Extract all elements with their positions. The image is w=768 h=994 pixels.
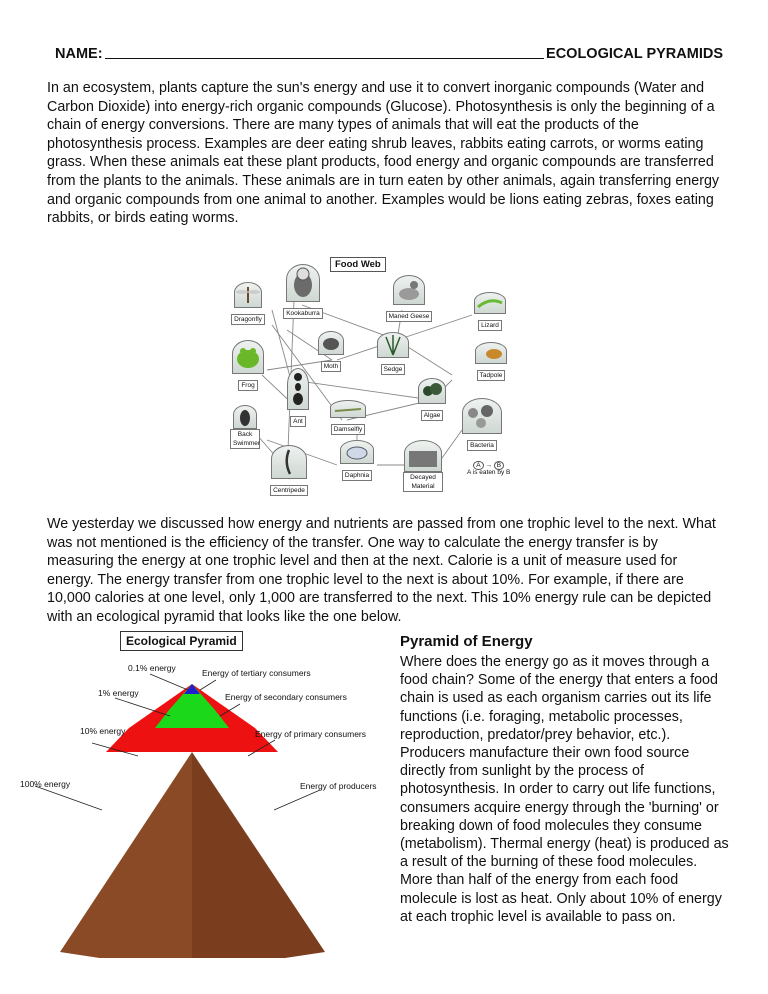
food-web-title: Food Web <box>330 257 386 272</box>
centipede-icon <box>272 446 306 478</box>
organism-label: Back Swimmer <box>230 429 260 449</box>
organism-label: Decayed Material <box>403 472 443 492</box>
ant-icon <box>288 369 308 409</box>
organism-ant <box>285 368 311 428</box>
organism-label: Sedge <box>381 364 406 375</box>
back-swimmer-icon <box>234 406 256 428</box>
goose-icon <box>394 276 424 304</box>
pyramid-producers-left <box>60 752 192 958</box>
organism-decayed-material <box>403 440 443 493</box>
organism-algae <box>417 378 447 422</box>
organism-label: Dragonfly <box>231 314 265 325</box>
moth-icon <box>319 332 343 354</box>
header <box>55 44 723 62</box>
sedge-icon <box>378 333 408 357</box>
label-primary-consumers: Energy of primary consumers <box>255 729 367 739</box>
food-web-legend <box>467 462 510 476</box>
label-0-1-percent: 0.1% energy <box>128 663 176 673</box>
organism-label: Maned Geese <box>386 311 433 322</box>
algae-icon <box>419 379 445 403</box>
name-label: NAME: <box>55 46 103 62</box>
organism-label: Tadpole <box>477 370 506 381</box>
organism-dragonfly <box>230 282 266 326</box>
legend-text: A is eaten by B <box>467 469 511 476</box>
organism-label: Kookaburra <box>283 308 323 319</box>
lizard-icon <box>475 293 505 313</box>
label-10-percent: 10% energy <box>80 726 126 736</box>
organism-moth <box>315 331 347 373</box>
legend-b: B <box>494 461 504 470</box>
organism-frog <box>230 340 266 392</box>
pyramid-title: Ecological Pyramid <box>120 631 243 651</box>
dragonfly-icon <box>235 283 261 307</box>
ecological-pyramid <box>20 628 390 958</box>
organism-back-swimmer <box>230 405 260 450</box>
food-web-diagram <box>227 250 532 494</box>
legend-a: A <box>473 461 483 470</box>
second-paragraph: We yesterday we discussed how energy and nutrients are passed from one trophic level to the next. What was not mentioned is the efficiency of the transfer. One way to calculate the energy transfer is by measuring the energy at one trophic level and then at the next. Calorie is a unit of measure used for energy. The energy transfer from one trophic level to the next is about 10%. For example, if there are 10,000 calories at one level, only 1,000 are transferred to the next. This 10% energy rule can be depicted with an ecological pyramid that looks like the one below. <box>47 516 716 625</box>
page-title: ECOLOGICAL PYRAMIDS <box>546 46 723 62</box>
energy-section-text: Where does the energy go as it moves through a food chain? Some of the energy that enters a food chain is used as each organism carries out its life functions (i.e. foraging, metabolic processes, reproduction, predator/prey behavior, etc.). Producers manufacture their own food source directly from sunlight by the process of photosynthesis. In order to carry out life functions, consumers acquire energy through the 'burning' or breaking down of food molecules they consume (metabolism). Thermal energy (heat) is produced as a result of the burning of these food molecules. More than half of the energy from each food molecule is lost as heat. Only about 10% of energy at each trophic level is available to pass on. <box>400 654 729 925</box>
organism-label: Algae <box>421 410 444 421</box>
daphnia-icon <box>341 441 373 463</box>
damselfly-icon <box>331 401 365 417</box>
intro-paragraph: In an ecosystem, plants capture the sun's energy and use it to convert inorganic compounds (Water and Carbon Dioxide) into energy-rich organic compounds (Glucose). Photosynthesis is only the beginning of a chain of energy conversions. There are many types of animals that will eat the products of the photosynthesis process. Examples are deer eating shrub leaves, rabbits eating carrots, or worms eating grass. When these animals eat these plant products, food energy and organic compounds are transferred from the plants to the animals. These animals are in turn eaten by other animals, again transferring energy and organic compounds from one animal to another. Examples would be lions eating zebras, foxes eating rabbits, or birds eating worms. <box>47 80 720 227</box>
organism-bacteria <box>457 398 507 452</box>
label-producers: Energy of producers <box>300 781 377 791</box>
label-secondary-consumers: Energy of secondary consumers <box>225 692 347 702</box>
bacteria-icon <box>463 399 501 433</box>
decayed-material-icon <box>405 441 441 471</box>
organism-label: Frog <box>238 380 257 391</box>
organism-centripede <box>267 445 311 497</box>
organism-sedge <box>374 332 412 376</box>
organism-damselfly <box>327 400 369 436</box>
organism-tadpole <box>470 342 512 382</box>
frog-icon <box>233 341 263 373</box>
organism-label: Ant <box>290 416 306 427</box>
label-1-percent: 1% energy <box>98 688 139 698</box>
organism-label: Moth <box>321 361 341 372</box>
organism-label: Bacteria <box>467 440 497 451</box>
organism-label: Damselfly <box>331 424 366 435</box>
organism-label: Lizard <box>478 320 502 331</box>
label-100-percent: 100% energy <box>20 779 71 789</box>
organism-maned-geese <box>385 275 433 323</box>
organism-kookaburra <box>282 264 324 320</box>
kookaburra-icon <box>287 265 319 301</box>
organism-lizard <box>470 292 510 332</box>
name-field-line[interactable] <box>105 44 545 59</box>
legend-arrow-icon: → <box>485 462 492 469</box>
tadpole-icon <box>476 343 506 363</box>
energy-section-title: Pyramid of Energy <box>400 633 533 650</box>
organism-label: Centripede <box>270 485 308 496</box>
label-tertiary-consumers: Energy of tertiary consumers <box>202 668 311 678</box>
organism-daphnia <box>339 440 375 482</box>
organism-label: Daphnia <box>342 470 372 481</box>
